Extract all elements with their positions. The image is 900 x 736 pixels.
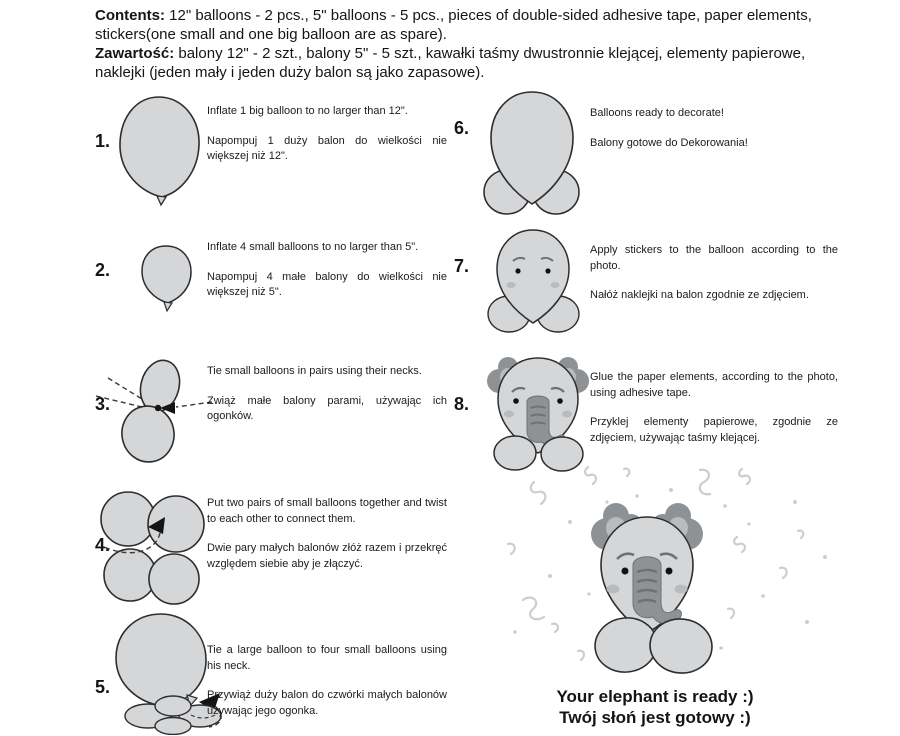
step-number: 4. xyxy=(95,535,111,555)
assembled-balloon-figure-illustration xyxy=(478,88,586,216)
step-instruction-pl: Napompuj 1 duży balon do wielkości nie większej niż 12". xyxy=(207,134,447,162)
step-instruction-en: Inflate 1 big balloon to no larger than 12". xyxy=(207,105,408,117)
step-text xyxy=(207,364,447,425)
step-text xyxy=(590,370,838,446)
step-text xyxy=(207,496,447,572)
finale-text xyxy=(515,686,795,728)
step-instruction-en: Put two pairs of small balloons together and twist to each other to connect them. xyxy=(207,497,447,525)
finished-elephant-with-confetti-illustration xyxy=(495,462,845,684)
step-instruction-pl: Dwie pary małych balonów złóż razem i przekręć względem siebie aby je złączyć. xyxy=(207,542,447,570)
step-instruction-en: Balloons ready to decorate! xyxy=(590,107,724,119)
step-text xyxy=(590,106,838,151)
step-number: 5. xyxy=(95,677,111,697)
finale-line-en: Your elephant is ready :) xyxy=(556,687,754,706)
step-number: 1. xyxy=(95,131,111,151)
step-number: 7. xyxy=(454,256,470,276)
step-instruction-pl: Nałóż naklejki na balon zgodnie ze zdjęciem. xyxy=(590,289,809,301)
contents-line-pl-2: naklejki (jeden mały i jeden duży balon są jako zapasowe). xyxy=(95,64,485,81)
contents-label: Contents: xyxy=(95,7,165,24)
step-number: 2. xyxy=(95,260,111,280)
balloon-figure-with-stickers-illustration xyxy=(483,227,585,333)
step-instruction-pl: Przyklej elementy papierowe, zgodnie ze zdjęciem, używając taśmy klejącej. xyxy=(590,416,838,444)
zawartosc-label: Zawartość: xyxy=(95,45,175,62)
step-instruction-en: Tie a large balloon to four small balloons using his neck. xyxy=(207,644,447,672)
step-instruction-pl: Napompuj 4 małe balony do wielkości nie większej niż 5". xyxy=(207,270,447,298)
step-instruction-en: Apply stickers to the balloon according to the photo. xyxy=(590,244,838,272)
finale-line-pl: Twój słoń jest gotowy :) xyxy=(559,708,751,727)
step-instruction-en: Tie small balloons in pairs using their necks. xyxy=(207,365,422,377)
step-text xyxy=(207,643,447,719)
step-instruction-pl: Przywiąż duży balon do czwórki małych balonów używając jego ogonka. xyxy=(207,689,447,717)
step-instruction-pl: Balony gotowe do Dekorowania! xyxy=(590,136,748,149)
step-instruction-pl: Zwiąż małe balony parami, używając ich ogonków. xyxy=(207,394,447,422)
contents-header xyxy=(95,6,895,82)
tied-balloon-pair-illustration xyxy=(96,356,216,468)
step-instruction-en: Inflate 4 small balloons to no larger than 5". xyxy=(207,241,419,253)
step-number: 3. xyxy=(95,394,111,414)
contents-line-en-1: Contents: 12" balloons - 2 pcs., 5" balloons - 5 pcs., pieces of double-sided adhesive tape, paper elements, xyxy=(95,7,812,24)
big-balloon-illustration xyxy=(112,93,207,211)
step-instruction-en: Glue the paper elements, according to the photo, using adhesive tape. xyxy=(590,371,838,399)
four-balloon-cluster-illustration xyxy=(98,489,206,607)
step-number: 8. xyxy=(454,394,470,414)
step-text xyxy=(590,243,838,304)
step-number: 6. xyxy=(454,118,470,138)
small-balloon-illustration xyxy=(138,243,196,315)
contents-line-en-2: stickers(one small and one big balloon are as spare). xyxy=(95,26,447,43)
step-text xyxy=(207,104,447,165)
step-text xyxy=(207,240,447,301)
elephant-with-paper-elements-illustration xyxy=(482,352,594,472)
contents-line-pl-1: Zawartość: balony 12" - 2 szt., balony 5" - 5 szt., kawałki taśmy dwustronnie klejącej, elementy papierowe, xyxy=(95,45,806,62)
